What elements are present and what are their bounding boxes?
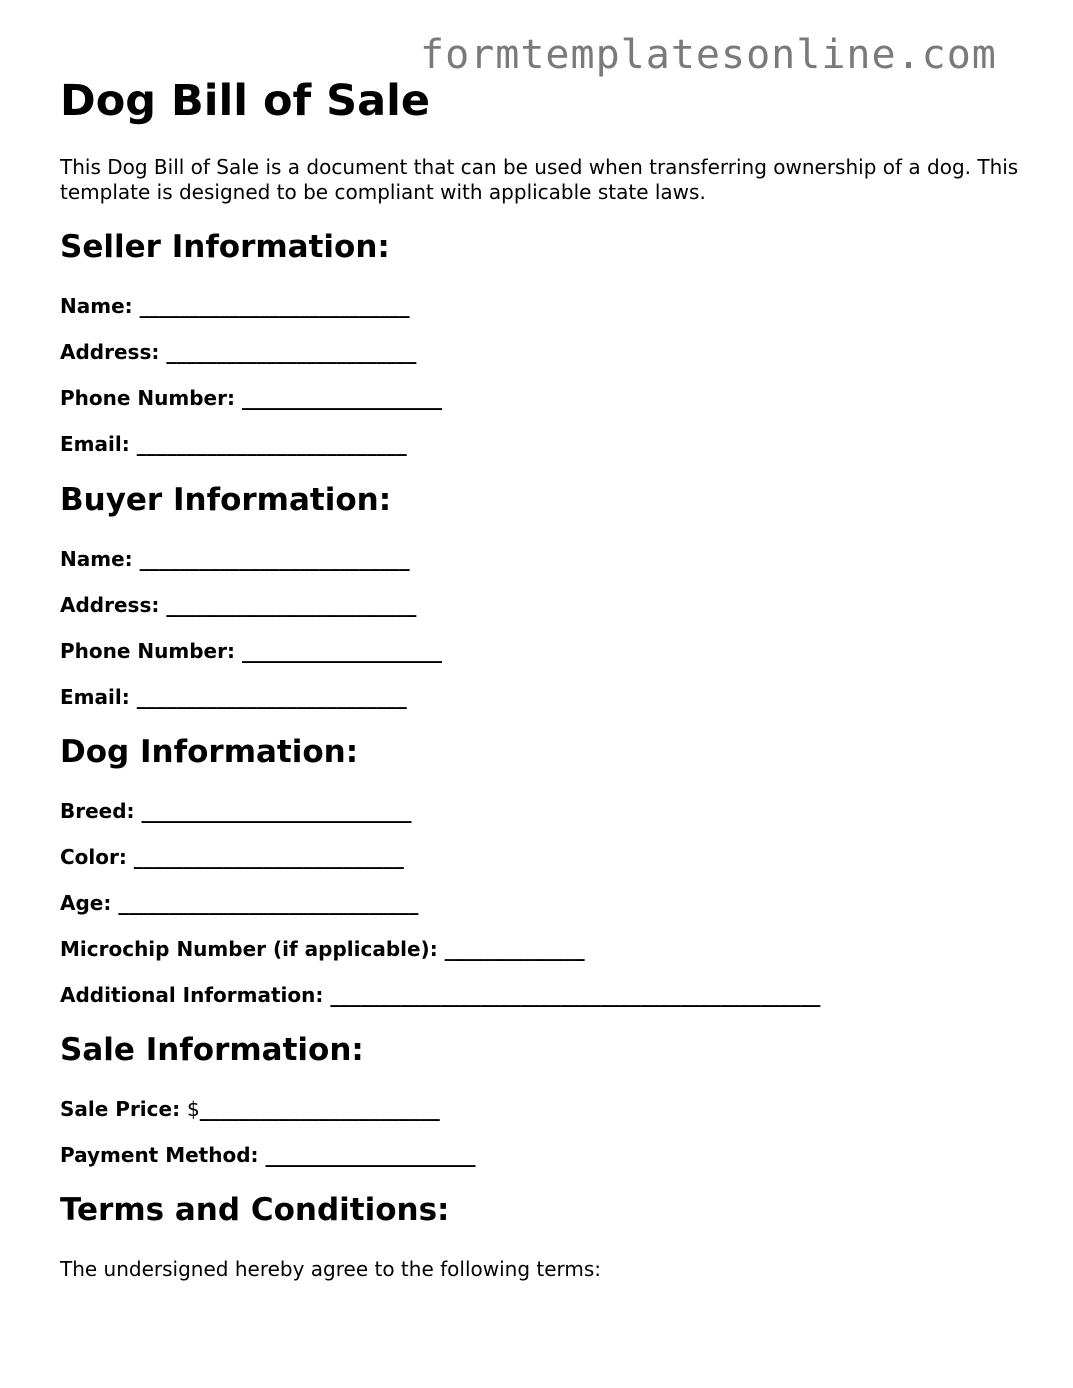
fill-line[interactable]: ______________________________ (118, 891, 419, 916)
buyer-section (60, 482, 1040, 731)
fill-line[interactable]: _________________________ (166, 593, 417, 618)
field-label: Name: (60, 294, 133, 319)
fill-line[interactable]: ___________________________ (139, 294, 410, 319)
buyer-phone-field[interactable] (60, 639, 1040, 685)
seller-phone-field[interactable] (60, 386, 1040, 432)
seller-name-field[interactable] (60, 294, 1040, 340)
fill-line[interactable]: ___________________________ (141, 799, 412, 824)
seller-section (60, 229, 1040, 478)
document-title: Dog Bill of Sale (60, 76, 431, 126)
intro-paragraph: This Dog Bill of Sale is a document that can be used when transferring ownership of a dog. This template is designed to be compliant with applicable state laws. (60, 155, 1019, 204)
seller-fields (60, 294, 1040, 478)
fill-line[interactable]: ___________________________ (136, 685, 407, 710)
seller-heading: Seller Information: (60, 229, 390, 265)
dog-color-field[interactable] (60, 845, 1040, 891)
fill-line[interactable]: ___________________________ (133, 845, 404, 870)
terms-section (60, 1192, 1040, 1281)
buyer-heading: Buyer Information: (60, 482, 392, 518)
buyer-address-field[interactable] (60, 593, 1040, 639)
fill-line[interactable]: _____________________ (265, 1143, 476, 1168)
sale-heading: Sale Information: (60, 1032, 364, 1068)
field-label: Microchip Number (if applicable): (60, 937, 438, 962)
payment-method-field[interactable] (60, 1143, 1040, 1189)
terms-text: The undersigned hereby agree to the following terms: (60, 1257, 602, 1282)
dog-additional-info-field[interactable] (60, 983, 1040, 1029)
currency-prefix: $ (187, 1097, 200, 1122)
field-label: Email: (60, 432, 130, 457)
terms-heading: Terms and Conditions: (60, 1192, 450, 1228)
seller-address-field[interactable] (60, 340, 1040, 386)
field-label: Address: (60, 593, 160, 618)
fill-line[interactable]: _________________________________________________ (330, 983, 821, 1008)
field-label: Payment Method: (60, 1143, 259, 1168)
buyer-fields (60, 547, 1040, 731)
watermark: formtemplatesonline.com (420, 32, 997, 78)
fill-line[interactable]: ______________ (444, 937, 585, 962)
field-label: Color: (60, 845, 127, 870)
dog-microchip-field[interactable] (60, 937, 1040, 983)
sale-price-field[interactable] (60, 1097, 1040, 1143)
dog-breed-field[interactable] (60, 799, 1040, 845)
dog-age-field[interactable] (60, 891, 1040, 937)
field-label: Phone Number: (60, 639, 235, 664)
dog-heading: Dog Information: (60, 734, 359, 770)
dog-fields (60, 799, 1040, 1029)
field-label: Additional Information: (60, 983, 324, 1008)
sale-section (60, 1032, 1040, 1189)
buyer-name-field[interactable] (60, 547, 1040, 593)
fill-line[interactable]: ________________________ (199, 1097, 440, 1122)
sale-fields (60, 1097, 1040, 1189)
fill-line[interactable]: ____________________ (241, 386, 442, 411)
fill-line[interactable]: ___________________________ (139, 547, 410, 572)
seller-email-field[interactable] (60, 432, 1040, 478)
fill-line[interactable]: ___________________________ (136, 432, 407, 457)
field-label: Name: (60, 547, 133, 572)
field-label: Breed: (60, 799, 135, 824)
field-label: Email: (60, 685, 130, 710)
buyer-email-field[interactable] (60, 685, 1040, 731)
dog-section (60, 734, 1040, 1029)
field-label: Address: (60, 340, 160, 365)
field-label: Phone Number: (60, 386, 235, 411)
fill-line[interactable]: ____________________ (241, 639, 442, 664)
field-label: Age: (60, 891, 112, 916)
field-label: Sale Price: (60, 1097, 181, 1122)
fill-line[interactable]: _________________________ (166, 340, 417, 365)
